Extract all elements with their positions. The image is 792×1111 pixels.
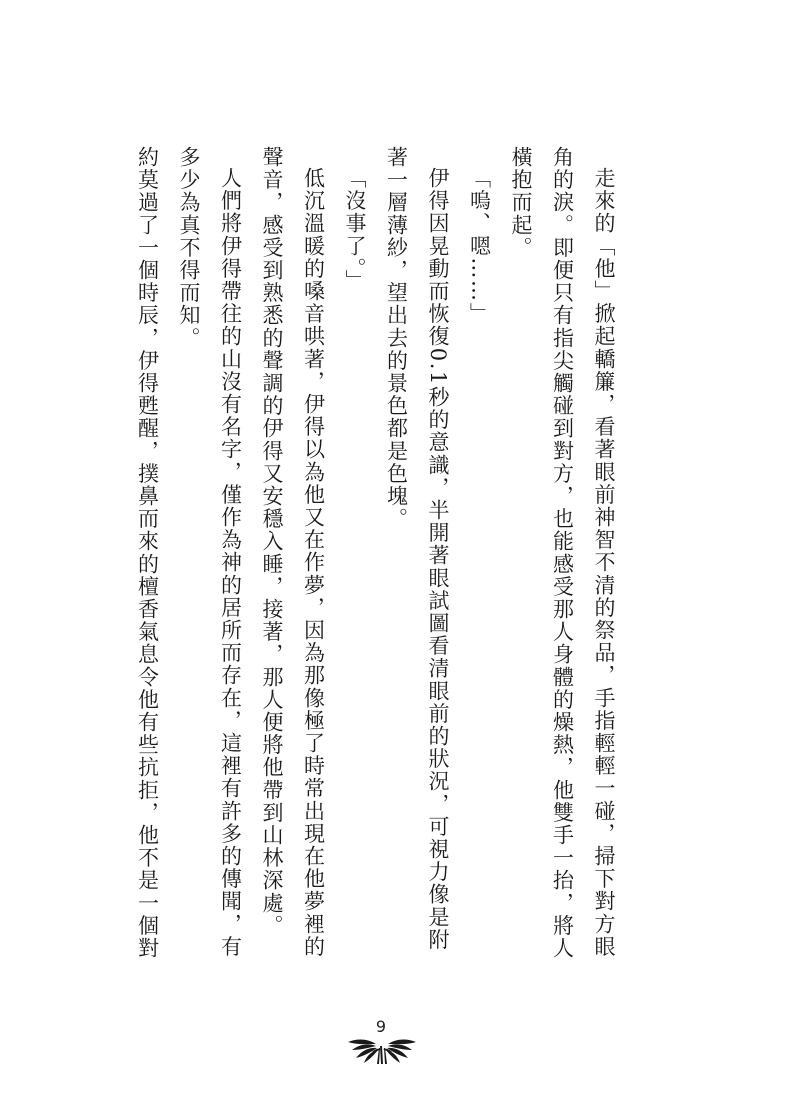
paragraph-3: 伊得因晃動而恢復0.1秒的意識，半開著眼試圖看清眼前的狀況，可視力像是附著一層薄紗，望出去的景色都是色塊。 (384, 146, 450, 951)
page-number: 9 (375, 1017, 387, 1036)
paragraph-2-dialogue: 「嗚、嗯……」 (467, 167, 492, 326)
bamboo-leaves-ornament-icon (346, 1026, 418, 1066)
paragraph-5: 低沉溫暖的嗓音哄著，伊得以為他又在作夢，因為那像極了時常出現在他夢裡的聲音，感受到熟悉的聲調的伊得又安穩入睡，接著，那人便將他帶到山林深處。 (260, 146, 326, 958)
paragraph-4-dialogue: 「沒事了。」 (343, 167, 367, 293)
paragraph-6: 人們將伊得帶往的山沒有名字，僅作為神的居所而存在，這裡有許多的傳聞，有多少為真不得而知。 (177, 146, 243, 958)
vertical-text-block (126, 146, 624, 966)
paragraph-7: 約莫過了一個時辰，伊得甦醒，撲鼻而來的檀香氣息令他有些抗拒，他不是一個對 (135, 146, 160, 960)
paragraph-1: 走來的「他」掀起轎簾，看著眼前神智不清的祭品，手指輕輕一碰，掃下對方眼角的淚。即便只有指尖觸碰到對方，也能感受那人身體的燥熱，他雙手一抬，將人橫抱而起。 (509, 146, 616, 960)
